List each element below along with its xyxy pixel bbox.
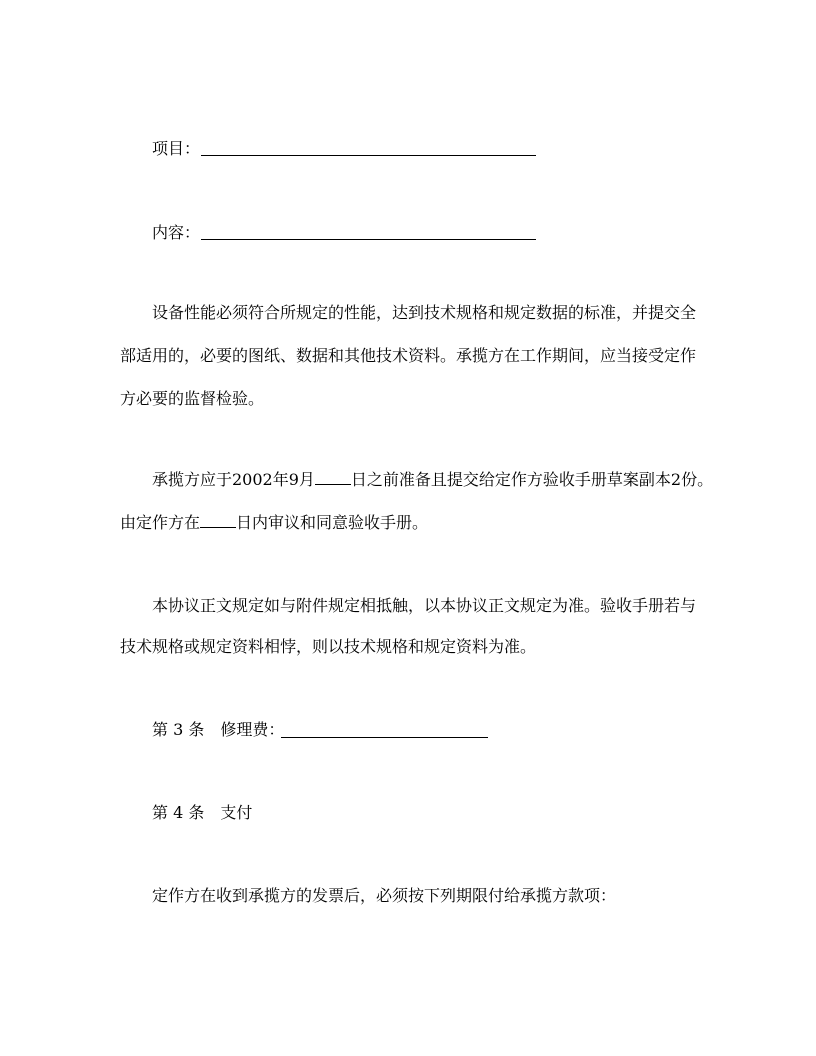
days-blank [200, 513, 236, 528]
paragraph-2-line-1 [152, 470, 713, 490]
project-label: 项目： [152, 139, 201, 158]
paragraph-3-line-1: 本协议正文规定如与附件规定相抵触，以本协议正文规定为准。验收手册若与 [152, 596, 697, 615]
content-field-underline [201, 239, 536, 240]
content-label: 内容： [152, 223, 201, 242]
project-field-underline [201, 155, 536, 156]
article-3-number: 第 3 条 [152, 720, 205, 739]
paragraph-1-line-3: 方必要的监督检验。 [120, 389, 265, 408]
paragraph-4-line-1: 定作方在收到承揽方的发票后，必须按下列期限付给承揽方款项： [152, 886, 617, 905]
day-blank [315, 470, 351, 485]
article-3-heading [152, 720, 284, 740]
repair-fee-underline [281, 737, 488, 738]
article-4-heading [152, 803, 252, 823]
paragraph-2-line-2-start: 由定作方在 [120, 513, 201, 532]
paragraph-1-line-2: 部适用的，必要的图纸、数据和其他技术资料。承揽方在工作期间，应当接受定作 [120, 346, 697, 365]
article-4-title: 支付 [220, 803, 253, 822]
paragraph-2-line-2 [120, 513, 428, 533]
paragraph-2-line-1-start: 承揽方应于2002年9月 [152, 470, 315, 489]
article-4-number: 第 4 条 [152, 803, 205, 822]
paragraph-2-line-2-end: 日内审议和同意验收手册。 [236, 513, 429, 532]
paragraph-1-line-1: 设备性能必须符合所规定的性能，达到技术规格和规定数据的标准，并提交全 [152, 303, 697, 322]
paragraph-3-line-2: 技术规格或规定资料相悖，则以技术规格和规定资料为准。 [120, 637, 537, 656]
article-3-title: 修理费： [220, 720, 285, 739]
paragraph-2-line-1-end: 日之前准备且提交给定作方验收手册草案副本2份。 [350, 470, 714, 489]
